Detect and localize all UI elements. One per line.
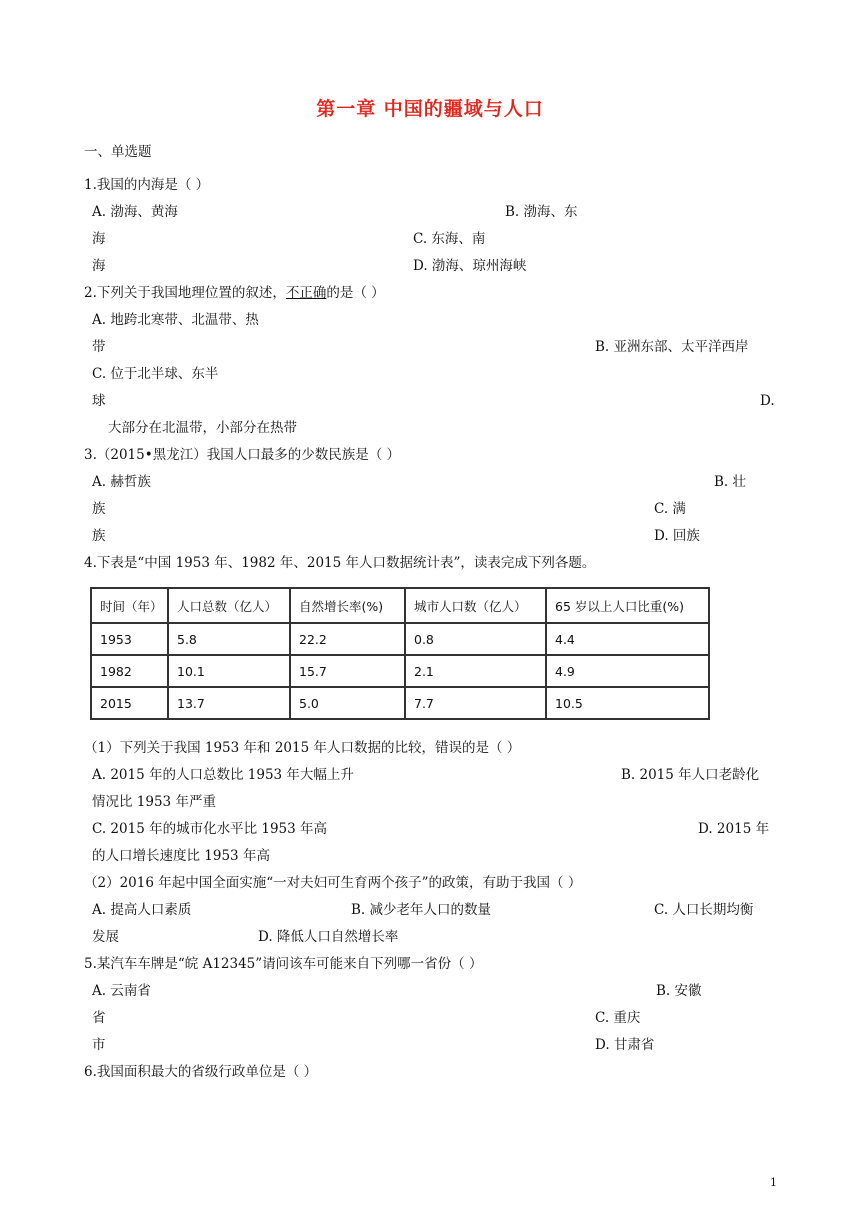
q2-option-a: A. 地跨北寒带、北温带、热: [92, 312, 259, 328]
table-header-row: [91, 588, 709, 623]
table-cell: 13.7: [168, 687, 290, 719]
table-cell: 10.5: [546, 687, 709, 719]
table-cell: 5.0: [290, 687, 405, 719]
q3-option-b-tail: 族: [92, 501, 106, 517]
q4-sub2-option-c-tail: 发展: [92, 929, 119, 945]
table-row: [91, 687, 709, 719]
table-cell: 0.8: [405, 623, 546, 655]
q3-option-c: C. 满: [654, 501, 686, 517]
q4-stem: 4.下表是“中国 1953 年、1982 年、2015 年人口数据统计表”，读表完成下列各题。: [84, 555, 596, 571]
q4-sub1-option-c: C. 2015 年的城市化水平比 1953 年高: [92, 821, 328, 837]
q4-sub2-option-a: A. 提高人口素质: [92, 902, 192, 918]
q1-option-c-tail: 海: [92, 258, 106, 274]
q1-option-d: D. 渤海、琼州海峡: [413, 258, 527, 274]
table-cell: 15.7: [290, 655, 405, 687]
table-cell: 4.9: [546, 655, 709, 687]
q6-stem: 6.我国面积最大的省级行政单位是（ ）: [84, 1064, 318, 1080]
table-cell: 1982: [91, 655, 168, 687]
table-cell: 10.1: [168, 655, 290, 687]
q5-stem: 5.某汽车车牌是“皖 A12345”请问该车可能来自下列哪一省份（ ）: [84, 956, 483, 972]
q4-sub2-option-b: B. 减少老年人口的数量: [351, 902, 492, 918]
q4-sub2-option-c: C. 人口长期均衡: [654, 902, 754, 918]
q4-sub1-option-b-tail: 情况比 1953 年严重: [92, 794, 216, 810]
q3-option-b: B. 壮: [714, 474, 747, 490]
q2-option-b: B. 亚洲东部、太平洋西岸: [595, 339, 749, 355]
q3-option-d: D. 回族: [654, 528, 700, 544]
q1-option-c: C. 东海、南: [413, 231, 486, 247]
q3-stem: 3.（2015•黑龙江）我国人口最多的少数民族是（ ）: [84, 447, 400, 463]
q4-sub2-stem: （2）2016 年起中国全面实施“一对夫妇可生育两个孩子”的政策，有助于我国（ ）: [84, 875, 582, 891]
q4-sub1-option-a: A. 2015 年的人口总数比 1953 年大幅上升: [92, 767, 354, 783]
table-cell: 7.7: [405, 687, 546, 719]
q5-option-b: B. 安徽: [656, 983, 702, 999]
q2-stem-pre: 2.下列关于我国地理位置的叙述，: [84, 285, 286, 301]
q2-option-c: C. 位于北半球、东半: [92, 366, 219, 382]
q2-option-d: D.: [760, 393, 775, 409]
q1-option-b: B. 渤海、东: [505, 204, 578, 220]
q2-option-c-tail: 球: [92, 393, 106, 409]
table-row: [91, 655, 709, 687]
page-number: 1: [770, 1176, 777, 1189]
table-header-cell: 65 岁以上人口比重(%): [546, 588, 709, 623]
q4-sub1-option-b: B. 2015 年人口老龄化: [621, 767, 760, 783]
table-cell: 5.8: [168, 623, 290, 655]
q1-option-a: A. 渤海、黄海: [92, 204, 178, 220]
q2-stem: [84, 283, 385, 303]
table-row: [91, 623, 709, 655]
q4-sub1-option-d: D. 2015 年: [698, 821, 770, 837]
q5-option-d: D. 甘肃省: [595, 1037, 655, 1053]
q1-option-b-tail: 海: [92, 231, 106, 247]
q1-stem: 1.我国的内海是（ ）: [84, 177, 210, 193]
q2-stem-post: 的是（ ）: [326, 285, 385, 301]
q2-option-a-tail: 带: [92, 339, 106, 355]
q5-option-a: A. 云南省: [92, 983, 151, 999]
table-cell: 2.1: [405, 655, 546, 687]
q5-option-b-tail: 省: [92, 1010, 106, 1026]
q4-sub1-stem: （1）下列关于我国 1953 年和 2015 年人口数据的比较，错误的是（ ）: [84, 740, 521, 756]
section-heading: 一、单选题: [84, 144, 152, 160]
q3-option-a: A. 赫哲族: [92, 474, 151, 490]
q2-stem-underlined: 不正确: [285, 285, 327, 301]
table-cell: 2015: [91, 687, 168, 719]
population-data-table: [90, 587, 710, 720]
table-header-cell: 人口总数（亿人）: [168, 588, 290, 623]
table-cell: 1953: [91, 623, 168, 655]
table-header-cell: 时间（年）: [91, 588, 168, 623]
table-cell: 4.4: [546, 623, 709, 655]
q5-option-c-tail: 市: [92, 1037, 106, 1053]
q3-option-c-tail: 族: [92, 528, 106, 544]
table-header-cell: 自然增长率(%): [290, 588, 405, 623]
q5-option-c: C. 重庆: [595, 1010, 641, 1026]
q4-sub2-option-d: D. 降低人口自然增长率: [258, 929, 399, 945]
table-header-cell: 城市人口数（亿人）: [405, 588, 546, 623]
q4-sub1-option-d-tail: 的人口增长速度比 1953 年高: [92, 848, 270, 864]
table-cell: 22.2: [290, 623, 405, 655]
page-title: 第一章 中国的疆域与人口: [316, 98, 544, 120]
q2-option-d-text: 大部分在北温带，小部分在热带: [108, 420, 297, 436]
